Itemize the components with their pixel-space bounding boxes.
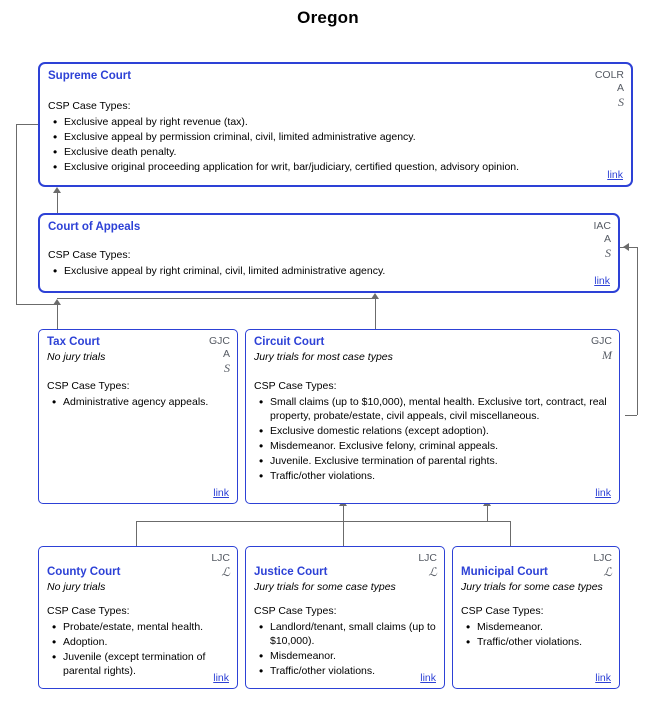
page-title: Oregon [297,8,359,27]
csp-list [39,621,231,680]
court-box-supreme-court[interactable] [38,62,633,187]
court-corner-labels [593,220,611,261]
connector-lower-bus [136,521,510,522]
connector-municipal-up [510,521,511,546]
corner-line-1: GJC [591,335,612,347]
list-item: • Misdemeanor. [477,621,615,635]
court-corner-labels [595,69,624,110]
list-item: • Probate/estate, mental health. [63,621,231,635]
court-title: Municipal Court [461,566,548,578]
court-corner-labels [591,335,612,363]
corner-line-3: ℒ [428,565,437,580]
list-item: • Adoption. [63,636,231,650]
court-box-tax-court[interactable] [38,329,238,504]
court-note: Jury trials for most case types [254,351,393,363]
arrow-appeals-to-supreme [53,187,61,193]
court-box-county-court[interactable] [38,546,238,689]
corner-line-1: GJC [209,335,230,347]
corner-line-1: COLR [594,69,624,81]
court-corner-labels [211,552,230,580]
connector-left-bus-bottom [16,304,57,305]
list-item: • Traffic/other violations. [477,636,615,650]
connector-municipal-to-circuit [487,505,488,521]
court-corner-labels [209,335,230,376]
court-title: Tax Court [47,336,100,348]
list-item: • Exclusive domestic relations (except adoption). [270,425,610,439]
corner-line-3: S [224,361,230,376]
court-corner-labels [418,552,437,580]
list-item: • Exclusive appeal by right revenue (tax). [64,116,624,130]
court-note: No jury trials [47,581,106,593]
csp-heading: CSP Case Types: [461,605,544,617]
csp-list [246,621,438,680]
corner-line-3: S [605,246,611,261]
csp-heading: CSP Case Types: [47,380,130,392]
connector-right-bus-vertical [637,247,638,415]
corner-line-2: A [616,82,624,95]
court-link[interactable]: link [595,487,611,499]
list-item: • Exclusive original proceeding application for writ, bar/judiciary, certified question, advisory opinion. [64,161,624,175]
court-box-circuit-court[interactable] [245,329,620,504]
connector-county-up [136,521,137,546]
court-title: Supreme Court [48,70,132,82]
csp-heading: CSP Case Types: [48,249,131,261]
court-box-municipal-court[interactable] [452,546,620,689]
list-item: • Administrative agency appeals. [63,396,228,410]
arrow-right-bus-to-appeals [623,243,629,251]
corner-line-2: A [603,233,611,246]
csp-list [453,621,615,651]
corner-line-3: M [602,348,612,363]
csp-heading: CSP Case Types: [47,605,130,617]
corner-line-2: A [222,348,230,361]
court-title: Justice Court [254,566,328,578]
connector-taxcourt-stub [57,304,58,329]
court-link[interactable]: link [607,169,623,181]
court-note: Jury trials for some case types [461,581,603,593]
court-link[interactable]: link [213,487,229,499]
court-link[interactable]: link [420,672,436,684]
corner-line-1: LJC [418,552,437,564]
list-item: • Misdemeanor. Exclusive felony, criminal appeals. [270,440,610,454]
connector-justice-up [343,521,344,546]
list-item: • Juvenile (except termination of parental rights). [63,651,231,679]
corner-line-3: ℒ [603,565,612,580]
list-item: • Juvenile. Exclusive termination of parental rights. [270,455,610,469]
list-item: • Landlord/tenant, small claims (up to $10,000). [270,621,438,649]
csp-heading: CSP Case Types: [48,100,131,112]
list-item: • Misdemeanor. [270,650,438,664]
connector-appeals-bottom-bus [57,298,375,299]
list-item: • Exclusive appeal by right criminal, civil, limited administrative agency. [64,265,609,279]
connector-right-bus-bottom [625,415,637,416]
court-note: No jury trials [47,351,106,363]
connector-lower-to-circuit [343,505,344,521]
connector-circuit-to-appeals [375,298,376,329]
court-title: County Court [47,566,121,578]
list-item: • Traffic/other violations. [270,665,438,679]
corner-line-1: IAC [593,220,611,232]
corner-line-1: LJC [211,552,230,564]
csp-list [39,396,228,411]
csp-heading: CSP Case Types: [254,380,337,392]
csp-list [246,396,610,485]
list-item: • Traffic/other violations. [270,470,610,484]
corner-line-3: ℒ [221,565,230,580]
corner-line-3: S [618,95,624,110]
court-corner-labels [593,552,612,580]
court-box-justice-court[interactable] [245,546,445,689]
court-link[interactable]: link [213,672,229,684]
list-item: • Small claims (up to $10,000), mental health. Exclusive tort, contract, real property, probate/estate, civil appeals, civil miscellaneous. [270,396,610,424]
court-note: Jury trials for some case types [254,581,396,593]
court-box-court-of-appeals[interactable] [38,213,620,293]
court-link[interactable]: link [594,275,610,287]
csp-list [40,116,624,176]
list-item: • Exclusive death penalty. [64,146,624,160]
csp-heading: CSP Case Types: [254,605,337,617]
connector-municipal-jog [487,521,510,522]
arrow-taxcourt-up [53,299,61,305]
list-item: • Exclusive appeal by permission criminal, civil, limited administrative agency. [64,131,624,145]
corner-line-1: LJC [593,552,612,564]
court-title: Circuit Court [254,336,325,348]
connector-left-bus-vertical [16,124,17,304]
csp-list [40,265,609,280]
court-link[interactable]: link [595,672,611,684]
court-title: Court of Appeals [48,221,141,233]
